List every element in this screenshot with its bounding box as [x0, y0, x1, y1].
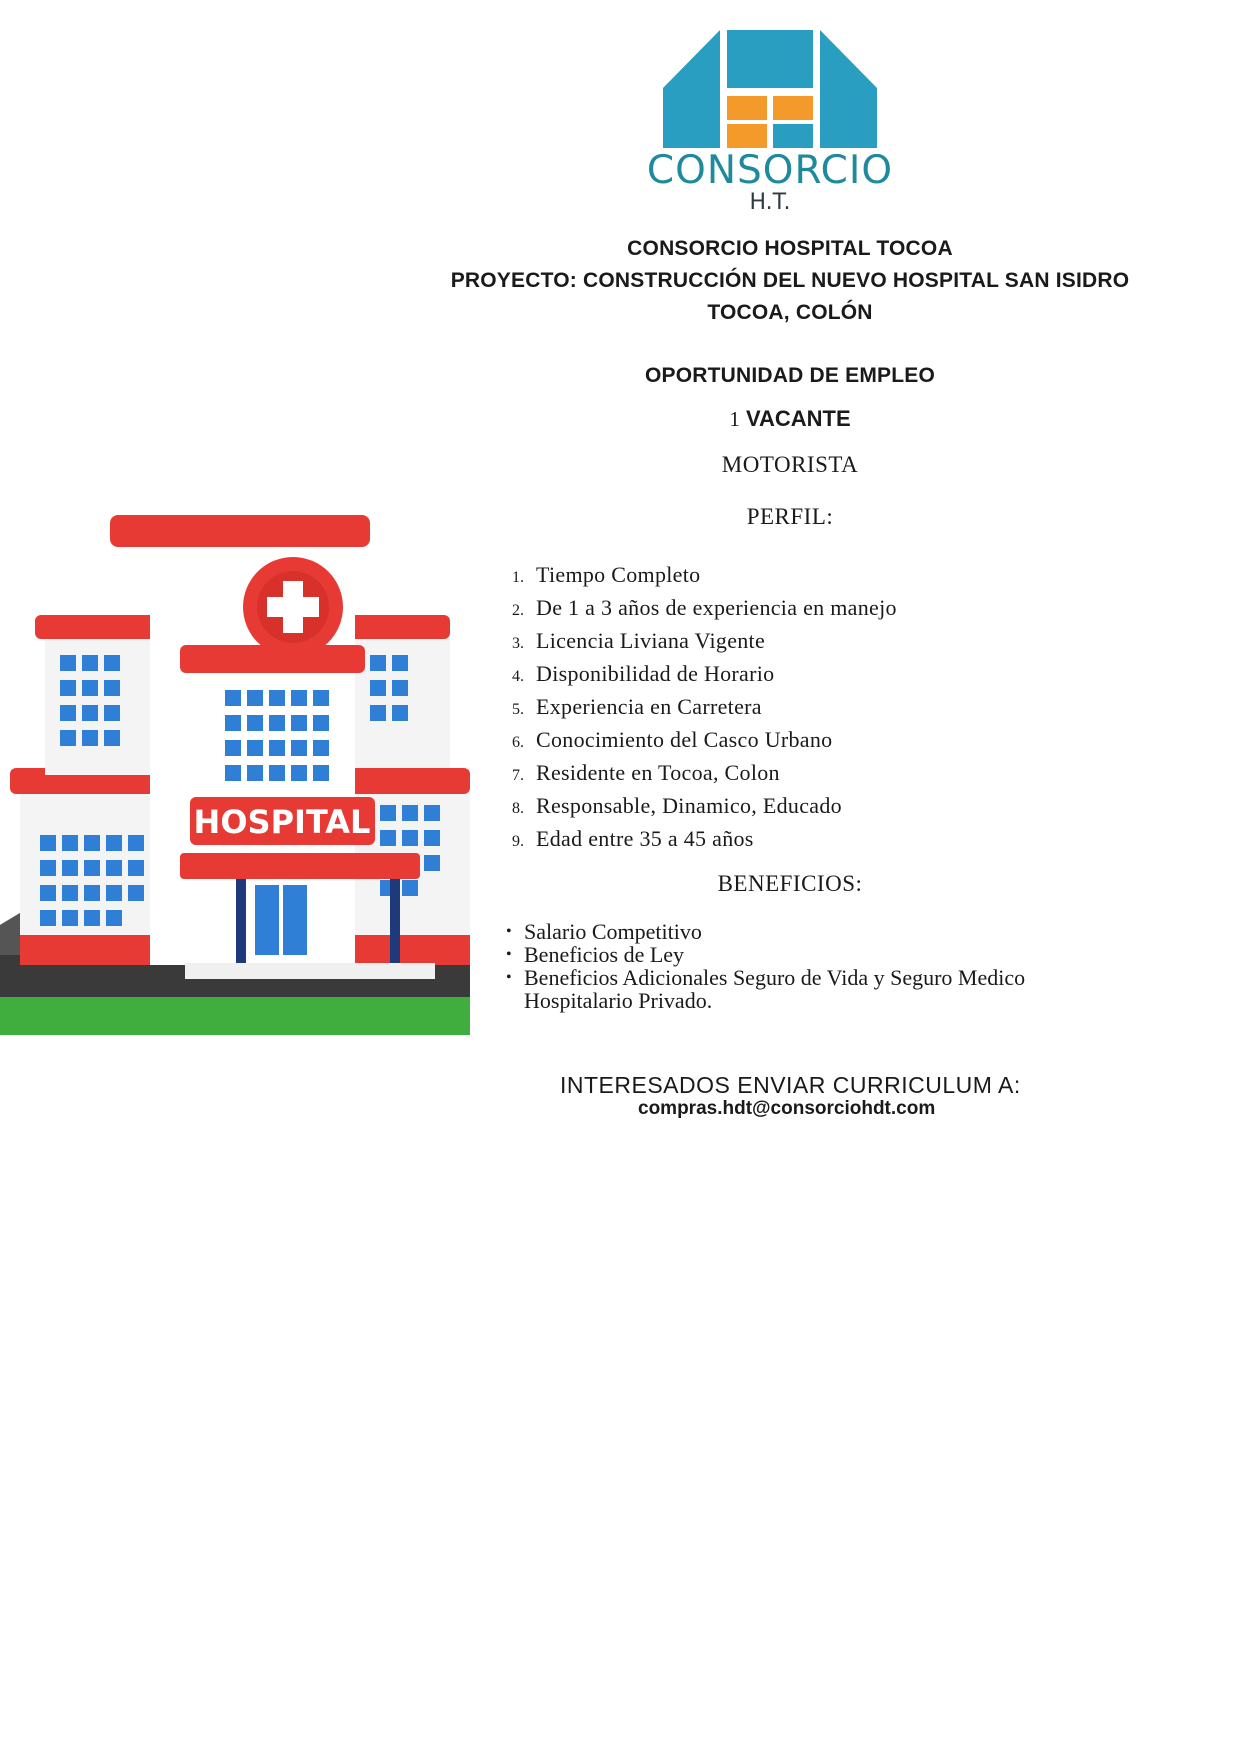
header-project: PROYECTO: CONSTRUCCIÓN DEL NUEVO HOSPITAL SAN ISIDRO [450, 269, 1130, 292]
list-item: 3. Licencia Liviana Vigente [512, 628, 766, 653]
profile-list [512, 558, 897, 855]
hospital-building-icon [0, 515, 470, 1045]
list-item: 8. Responsable, Dinamico, Educado [512, 793, 842, 818]
benefits-list [506, 920, 1046, 1012]
list-item: • Beneficios Adicionales Seguro de Vida y Seguro Medico Hospitalario Privado. [506, 965, 1026, 1013]
logo-house-icon [605, 30, 935, 150]
list-item: • Beneficios de Ley [506, 942, 685, 967]
list-item: 2. De 1 a 3 años de experiencia en manejo [512, 595, 897, 620]
bullet-icon: • [506, 969, 512, 986]
opportunity-title: OPORTUNIDAD DE EMPLEO [644, 364, 936, 387]
position-title: MOTORISTA [721, 452, 859, 477]
vacancy-line [380, 406, 1200, 432]
vacancy-count: 1 [729, 407, 740, 431]
list-item: 6. Conocimiento del Casco Urbano [512, 727, 833, 752]
company-logo [605, 30, 935, 220]
benefits-title: BENEFICIOS: [717, 871, 863, 896]
list-item: 9. Edad entre 35 a 45 años [512, 826, 754, 851]
bullet-icon: • [506, 946, 512, 963]
header-location: TOCOA, COLÓN [707, 301, 873, 324]
contact-label: INTERESADOS ENVIAR CURRICULUM A: [560, 1072, 1021, 1098]
list-item: 4. Disponibilidad de Horario [512, 661, 775, 686]
list-item: 7. Residente en Tocoa, Colon [512, 760, 780, 785]
contact-email[interactable]: compras.hdt@consorciohdt.com [638, 1098, 936, 1119]
profile-title: PERFIL: [746, 504, 834, 529]
bullet-icon: • [506, 923, 512, 940]
list-item: 5. Experiencia en Carretera [512, 694, 762, 719]
hospital-sign: HOSPITAL [193, 803, 371, 841]
list-item: 1. Tiempo Completo [512, 562, 701, 587]
logo-subtitle: H.T. [749, 190, 791, 215]
list-item: • Salario Competitivo [506, 919, 702, 944]
vacancy-label: VACANTE [745, 406, 851, 431]
logo-wordmark: CONSORCIO [646, 148, 894, 193]
header-company: CONSORCIO HOSPITAL TOCOA [627, 237, 953, 260]
